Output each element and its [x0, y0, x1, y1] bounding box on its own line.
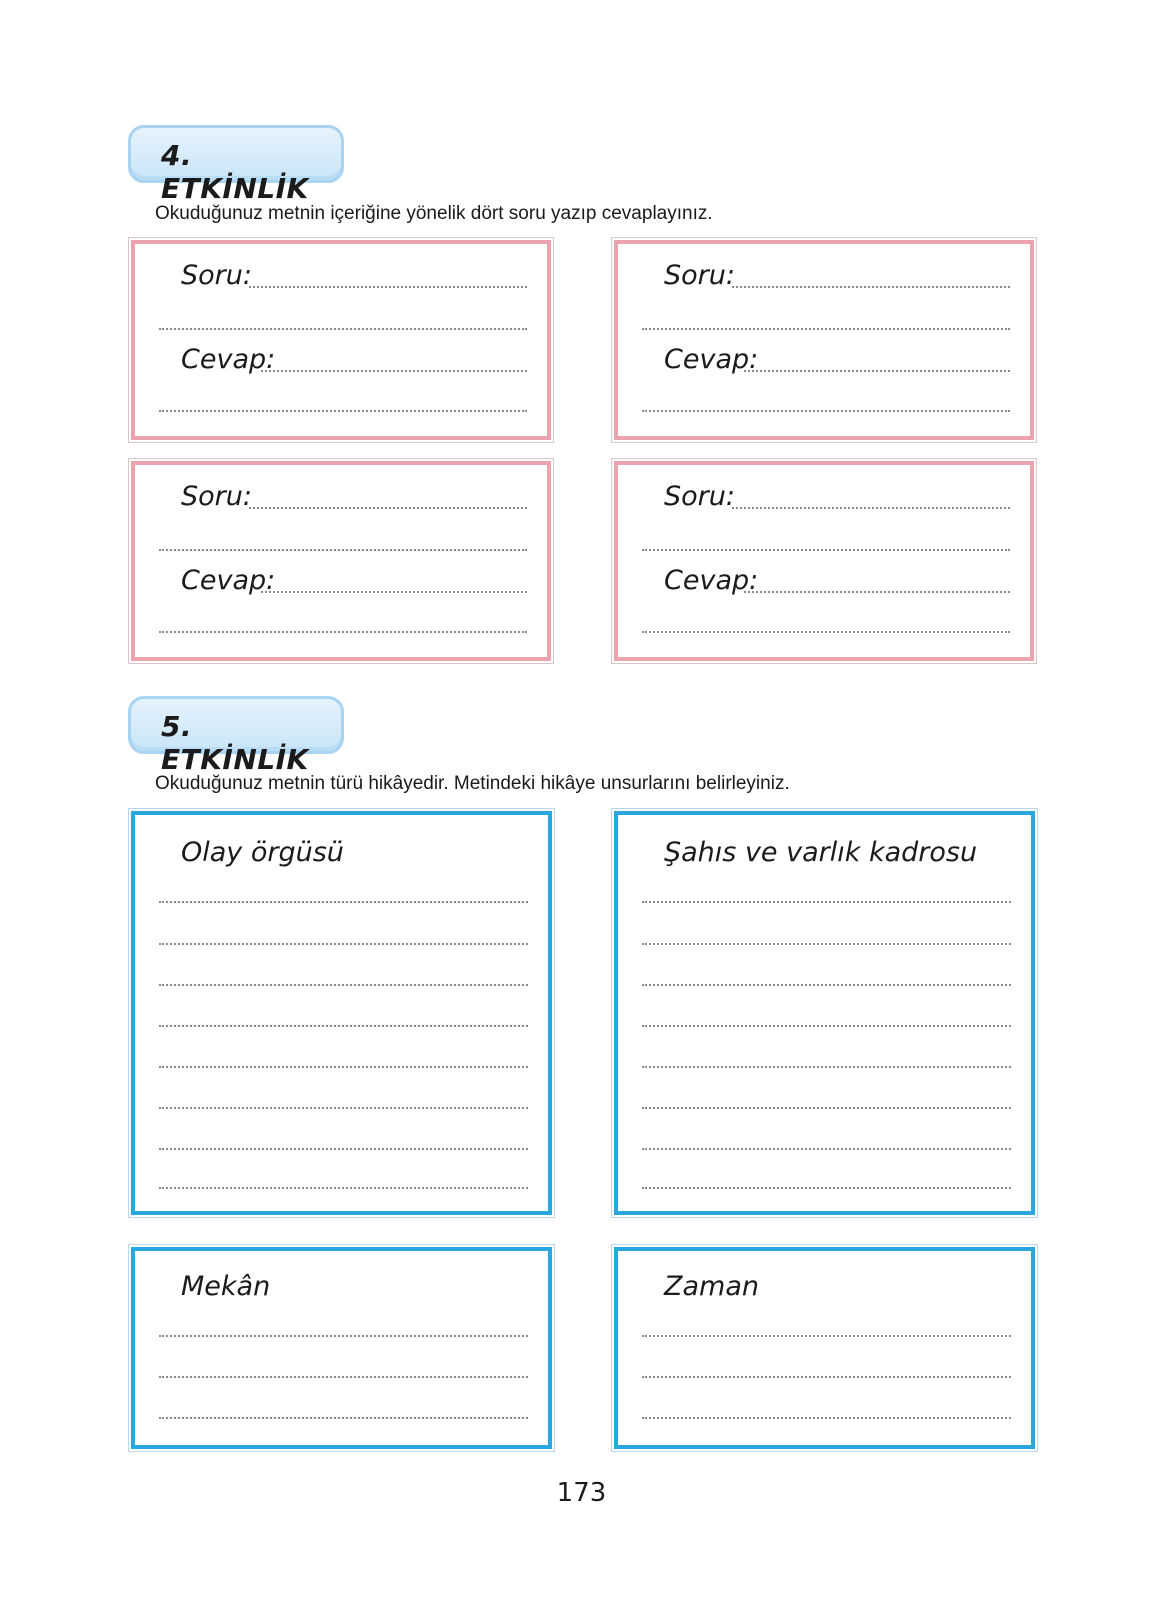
answer-line[interactable]: [732, 507, 1010, 509]
answer-line[interactable]: [159, 1417, 528, 1419]
answer-line[interactable]: [159, 328, 527, 330]
answer-line[interactable]: [642, 1025, 1011, 1027]
activity-5-instruction: Okuduğunuz metnin türü hikâyedir. Metindeki hikâye unsurlarını belirleyiniz.: [155, 773, 790, 794]
answer-line[interactable]: [642, 1107, 1011, 1109]
qa-box-4: [614, 461, 1034, 661]
answer-line[interactable]: [642, 1148, 1011, 1150]
answer-line[interactable]: [159, 1107, 528, 1109]
answer-line[interactable]: [642, 984, 1011, 986]
qa-box-2: [614, 240, 1034, 440]
story-element-box-time: [614, 1247, 1035, 1449]
answer-line[interactable]: [159, 1187, 528, 1189]
story-element-box-characters: [614, 811, 1035, 1215]
answer-line[interactable]: [159, 1025, 528, 1027]
activity-4-badge: [128, 125, 344, 205]
story-element-box-setting: [131, 1247, 552, 1449]
answer-line[interactable]: [642, 901, 1011, 903]
soru-label: Soru:: [181, 260, 252, 291]
answer-line[interactable]: [732, 286, 1010, 288]
cevap-label: Cevap:: [664, 344, 759, 375]
qa-box-1: [131, 240, 551, 440]
answer-line[interactable]: [642, 943, 1011, 945]
activity-4-instruction: Okuduğunuz metnin içeriğine yönelik dört soru yazıp cevaplayınız.: [155, 203, 713, 224]
answer-line[interactable]: [642, 1376, 1011, 1378]
soru-label: Soru:: [181, 481, 252, 512]
answer-line[interactable]: [159, 1148, 528, 1150]
activity-5-title: 5. ETKİNLİK: [161, 710, 309, 776]
activity-5-badge: [128, 696, 344, 776]
story-element-label: Şahıs ve varlık kadrosu: [664, 837, 978, 868]
answer-line[interactable]: [642, 631, 1010, 633]
answer-line[interactable]: [159, 943, 528, 945]
answer-line[interactable]: [159, 984, 528, 986]
answer-line[interactable]: [159, 631, 527, 633]
cevap-label: Cevap:: [181, 344, 276, 375]
answer-line[interactable]: [261, 591, 527, 593]
story-element-label: Mekân: [181, 1271, 271, 1302]
answer-line[interactable]: [642, 1417, 1011, 1419]
answer-line[interactable]: [642, 1335, 1011, 1337]
qa-box-3: [131, 461, 551, 661]
page-number: 173: [556, 1478, 607, 1508]
answer-line[interactable]: [642, 1066, 1011, 1068]
answer-line[interactable]: [642, 410, 1010, 412]
answer-line[interactable]: [159, 1335, 528, 1337]
answer-line[interactable]: [159, 901, 528, 903]
soru-label: Soru:: [664, 481, 735, 512]
soru-label: Soru:: [664, 260, 735, 291]
answer-line[interactable]: [261, 370, 527, 372]
answer-line[interactable]: [249, 286, 527, 288]
story-element-label: Olay örgüsü: [181, 837, 344, 868]
answer-line[interactable]: [744, 370, 1010, 372]
answer-line[interactable]: [744, 591, 1010, 593]
answer-line[interactable]: [159, 1376, 528, 1378]
answer-line[interactable]: [642, 549, 1010, 551]
story-element-label: Zaman: [664, 1271, 760, 1302]
answer-line[interactable]: [642, 328, 1010, 330]
answer-line[interactable]: [159, 549, 527, 551]
cevap-label: Cevap:: [181, 565, 276, 596]
activity-4-title: 4. ETKİNLİK: [161, 139, 309, 205]
answer-line[interactable]: [249, 507, 527, 509]
answer-line[interactable]: [159, 1066, 528, 1068]
story-element-box-plot: [131, 811, 552, 1215]
answer-line[interactable]: [642, 1187, 1011, 1189]
cevap-label: Cevap:: [664, 565, 759, 596]
answer-line[interactable]: [159, 410, 527, 412]
